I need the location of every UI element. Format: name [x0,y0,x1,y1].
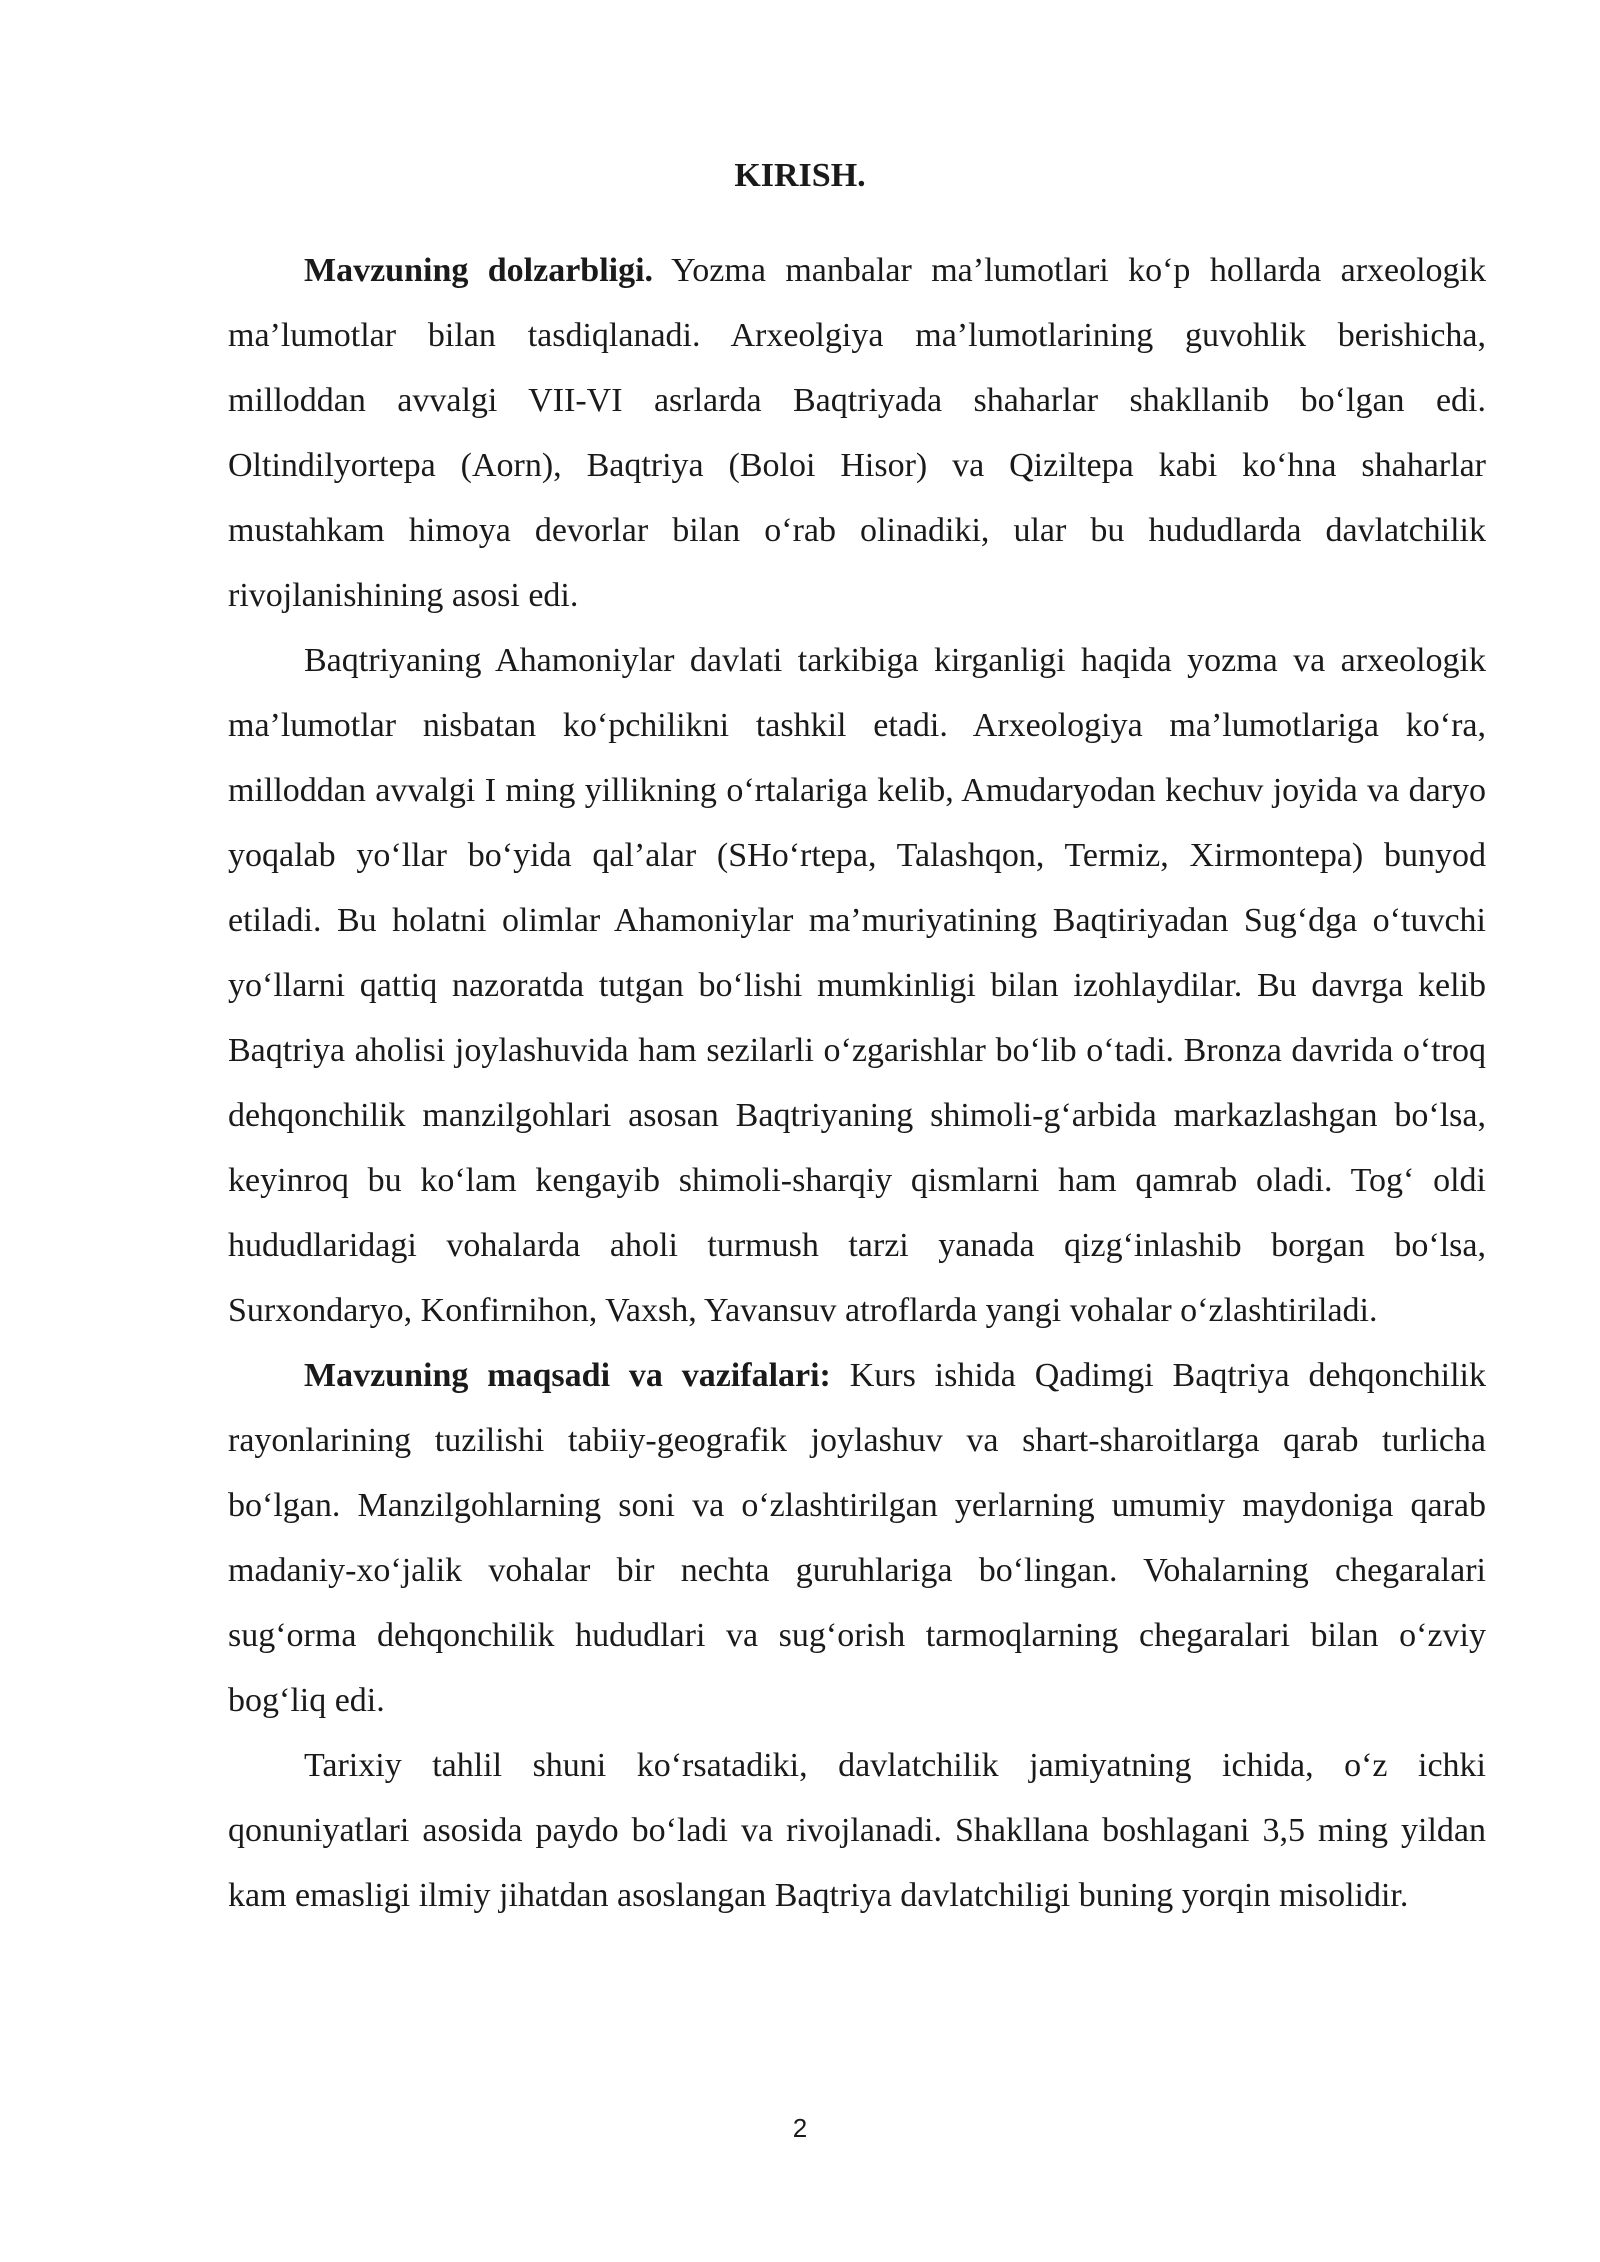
paragraph-history [228,1733,1486,1928]
paragraph-lead: Mavzuning maqsadi va vazifalari: [304,1357,831,1394]
paragraph-text: Tarixiy tahlil shuni ko‘rsatadiki, davlatchilik jamiyatning ichida, o‘z ichki qonuniyatlari asosida paydo bo‘ladi va rivojlanadi. Shakllana boshlagani 3,5 ming yildan kam emasligi ilmiy jihatdan asoslangan Baqtriya davlatchiligi buning yorqin misolidir. [228,1747,1486,1914]
paragraph-relevance [228,238,1486,628]
paragraph-text: Baqtriyaning Ahamoniylar davlati tarkibiga kirganligi haqida yozma va arxeologik ma’lumotlar nisbatan ko‘pchilikni tashkil etadi. Arxeologiya ma’lumotlariga ko‘ra, milloddan avvalgi I ming yillikning o‘rtalariga kelib, Amudaryodan kechuv joyida va daryo yoqalab yo‘llar bo‘yida qal’alar (SHo‘rtepa, Talashqon, Termiz, Xirmontepa) bunyod etiladi. Bu holatni olimlar Ahamoniylar ma’muriyatining Baqtiriyadan Sug‘dga o‘tuvchi yo‘llarni qattiq nazoratda tutgan bo‘lishi mumkinligi bilan izohlaydilar. Bu davrga kelib Baqtriya aholisi joylashuvida ham sezilarli o‘zgarishlar bo‘lib o‘tadi. Bronza davrida o‘troq dehqonchilik manzilgohlari asosan Baqtriyaning shimoli-g‘arbida markazlashgan bo‘lsa, keyinroq bu ko‘lam kengayib shimoli-sharqiy qismlarni ham qamrab oladi. Tog‘ oldi hududlaridagi vohalarda aholi turmush tarzi yanada qizg‘inlashib borgan bo‘lsa, Surxondaryo, Konfirnihon, Vaxsh, Yavansuv atroflarda yangi vohalar o‘zlashtiriladi. [228,642,1486,1329]
paragraph-text: Kurs ishida Qadimgi Baqtriya dehqonchilik rayonlarining tuzilishi tabiiy-geografik joylashuv va shart-sharoitlarga qarab turlicha bo‘lgan. Manzilgohlarning soni va o‘zlashtirilgan yerlarning umumiy maydoniga qarab madaniy-xo‘jalik vohalar bir nechta guruhlariga bo‘lingan. Vohalarning chegaralari sug‘orma dehqonchilik hududlari va sug‘orish tarmoqlarning chegaralari bilan o‘zviy bog‘liq edi. [228,1357,1486,1719]
paragraph-goals [228,1343,1486,1733]
paragraph-lead: Mavzuning dolzarbligi. [304,252,654,289]
paragraph-text: Yozma manbalar ma’lumotlari ko‘p hollarda arxeologik ma’lumotlar bilan tasdiqlanadi. Arxeolgiya ma’lumotlarining guvohlik berishicha, milloddan avvalgi VII-VI asrlarda Baqtriyada shaharlar shakllanib bo‘lgan edi. Oltindilyortepa (Aorn), Baqtriya (Boloi Hisor) va Qiziltepa kabi ko‘hna shaharlar mustahkam himoya devorlar bilan o‘rab olinadiki, ular bu hududlarda davlatchilik rivojlanishining asosi edi. [228,252,1486,614]
page-title: KIRISH. [734,157,866,194]
body-text [228,238,1486,1928]
page-number: 2 [792,2113,808,2143]
paragraph-achaemenid [228,628,1486,1343]
